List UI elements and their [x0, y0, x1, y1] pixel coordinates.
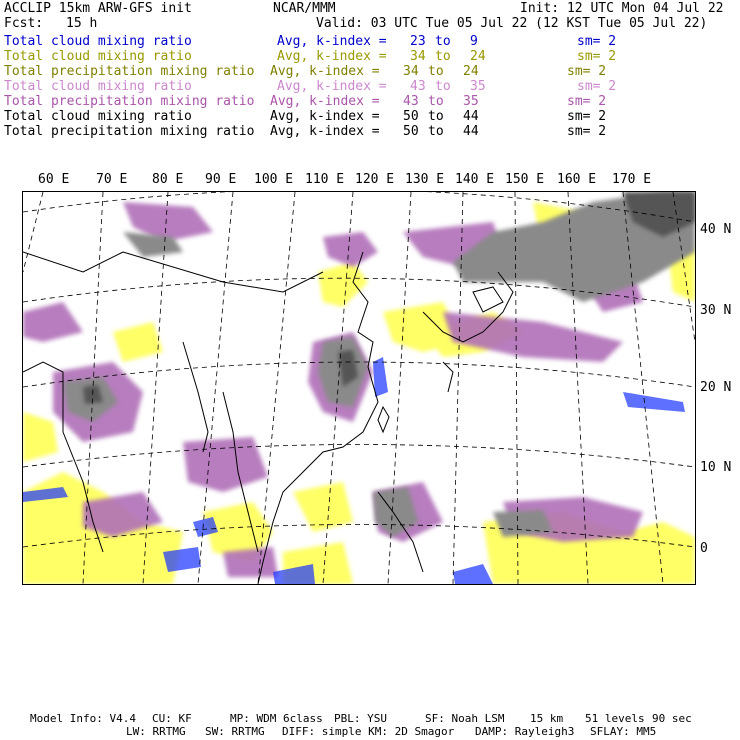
model-info: Model Info: V4.4: [30, 712, 136, 725]
lat-label: 0: [700, 541, 708, 556]
sflay-scheme: SFLAY: MM5: [590, 725, 657, 738]
field-smoothing: sm= 2: [567, 109, 607, 124]
field-name: Total cloud mixing ratio: [4, 109, 192, 124]
field-avg-label: Avg, k-index =: [270, 94, 380, 109]
field-k-to: 24: [463, 64, 479, 79]
fcst-label: Fcst:: [4, 16, 44, 31]
org-label: NCAR/MMM: [273, 1, 336, 16]
field-name: Total precipitation mixing ratio: [4, 64, 255, 79]
lon-label: 150 E: [505, 172, 545, 187]
diff-scheme: DIFF: simple KM: 2D Smagor: [282, 725, 455, 738]
field-k-to: 44: [463, 109, 479, 124]
lw-scheme: LW: RRTMG: [126, 725, 186, 738]
plot-title: ACCLIP 15km ARW-GFS init: [4, 1, 192, 16]
cu-scheme: CU: KF: [152, 712, 192, 725]
lat-label: 30 N: [700, 303, 732, 318]
fcst-value: 15 h: [66, 16, 98, 31]
field-avg-label: Avg, k-index =: [277, 49, 387, 64]
mp-scheme: MP: WDM 6class: [230, 712, 323, 725]
lon-label: 110 E: [305, 172, 345, 187]
field-to-word: to: [435, 79, 451, 94]
field-smoothing: sm= 2: [567, 64, 607, 79]
field-avg-label: Avg, k-index =: [270, 109, 380, 124]
lon-label: 130 E: [405, 172, 445, 187]
field-smoothing: sm= 2: [577, 49, 617, 64]
valid-time: Valid: 03 UTC Tue 05 Jul 22 (12 KST Tue 05 Jul 22): [316, 16, 708, 31]
damp-scheme: DAMP: Rayleigh3: [475, 725, 575, 738]
field-avg-label: Avg, k-index =: [270, 124, 380, 139]
lon-label: 160 E: [557, 172, 597, 187]
lon-label: 100 E: [254, 172, 294, 187]
field-k-from: 23: [410, 34, 426, 49]
timestep: 90 sec: [652, 712, 692, 725]
lon-label: 90 E: [205, 172, 237, 187]
field-k-to: 9: [470, 34, 478, 49]
field-to-word: to: [435, 34, 451, 49]
field-to-word: to: [428, 124, 444, 139]
field-name: Total cloud mixing ratio: [4, 49, 192, 64]
lon-label: 70 E: [96, 172, 128, 187]
field-name: Total cloud mixing ratio: [4, 79, 192, 94]
field-k-from: 43: [410, 79, 426, 94]
field-k-to: 35: [470, 79, 486, 94]
field-avg-label: Avg, k-index =: [277, 79, 387, 94]
field-k-from: 50: [403, 124, 419, 139]
lon-label: 140 E: [455, 172, 495, 187]
field-k-from: 34: [410, 49, 426, 64]
lon-label: 170 E: [612, 172, 652, 187]
field-k-to: 44: [463, 124, 479, 139]
pbl-scheme: PBL: YSU: [334, 712, 387, 725]
init-time: Init: 12 UTC Mon 04 Jul 22: [520, 1, 724, 16]
field-to-word: to: [428, 109, 444, 124]
lat-label: 20 N: [700, 380, 732, 395]
field-k-from: 50: [403, 109, 419, 124]
field-avg-label: Avg, k-index =: [270, 64, 380, 79]
field-name: Total precipitation mixing ratio: [4, 124, 255, 139]
field-to-word: to: [435, 49, 451, 64]
resolution: 15 km: [530, 712, 564, 725]
field-smoothing: sm= 2: [567, 124, 607, 139]
field-smoothing: sm= 2: [577, 34, 617, 49]
field-name: Total precipitation mixing ratio: [4, 94, 255, 109]
field-k-to: 35: [463, 94, 479, 109]
lon-label: 120 E: [355, 172, 395, 187]
field-smoothing: sm= 2: [567, 94, 607, 109]
field-avg-label: Avg, k-index =: [277, 34, 387, 49]
levels: 51 levels: [585, 712, 645, 725]
lon-label: 80 E: [152, 172, 184, 187]
field-k-from: 34: [403, 64, 419, 79]
map-panel: [22, 191, 696, 585]
sf-scheme: SF: Noah LSM: [425, 712, 505, 725]
lat-label: 10 N: [700, 460, 732, 475]
field-to-word: to: [428, 64, 444, 79]
field-k-from: 43: [403, 94, 419, 109]
map-canvas: [23, 192, 695, 584]
lon-label: 60 E: [38, 172, 70, 187]
field-k-to: 24: [470, 49, 486, 64]
field-smoothing: sm= 2: [577, 79, 617, 94]
sw-scheme: SW: RRTMG: [205, 725, 265, 738]
lat-label: 40 N: [700, 222, 732, 237]
field-name: Total cloud mixing ratio: [4, 34, 192, 49]
field-to-word: to: [428, 94, 444, 109]
